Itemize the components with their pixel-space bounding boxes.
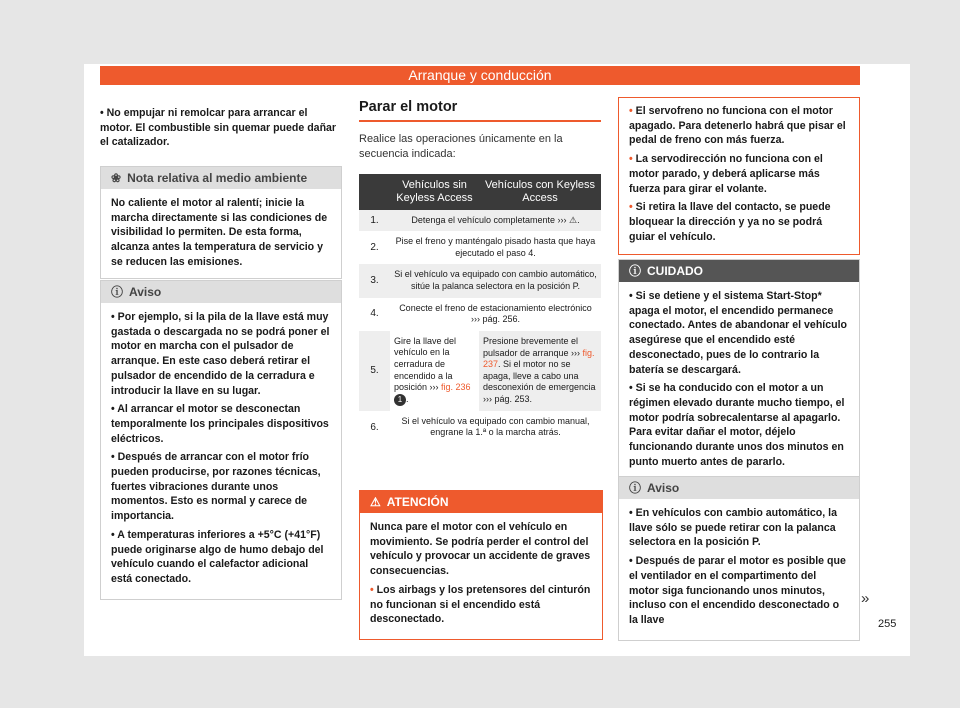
atencion-header: ⚠ ATENCIÓN [360,491,602,513]
cuidado-box [618,259,860,482]
steps-table [359,174,601,444]
aviso-box [100,280,342,600]
aviso-box-right [618,476,860,641]
info-icon: ⓘ [629,481,642,495]
intro-text: Realice las operaciones únicamente en la secuencia indicada: [359,132,563,160]
environment-note-box [100,166,342,279]
warning-icon: ⚠ [370,495,381,509]
list-item: • El servofreno no funciona con el motor apagado. Para detenerlo habrá que pisar el pedal de freno con más fuerza. [629,105,846,147]
leaf-icon: ❀ [111,171,122,185]
list-item: • Si retira la llave del contacto, se puede bloquear la dirección y ya no se podrá guiar el vehículo. [629,201,831,243]
list-item: • Al arrancar el motor se desconectan temporalmente los principales dispositivos eléctricos. [111,403,329,445]
page-number: 255 [878,618,897,630]
table-row: 1. Detenga el vehículo completamente ››› ⚠. [359,210,601,232]
atencion-text: Nunca pare el motor con el vehículo en movimiento. Se podría perder el control del vehículo y provocar un accidente de graves consecuencias. [370,521,591,578]
table-row: 4. Conecte el freno de estacionamiento electrónico ››› pág. 256. [370,302,592,325]
table-row: 5. Gire la llave del vehículo en la cerradura de encendido a la posición ››› fig. 236 1 . Presione brevemente el pulsador de arranque ››› fig. 237. Si el motor no se apaga, lleve a cabo una desconexión de emergencia ››› pág. 253. [359,331,601,411]
table-row: 3. Si el vehículo va equipado con cambio automático, sitúe la palanca selectora en la posición P. [359,264,601,297]
info-icon: ⓘ [111,285,124,299]
left-column [100,106,340,154]
list-item: • Si se ha conducido con el motor a un régimen elevado durante mucho tiempo, el motor podría sobrecalentarse al apagarlo. Para evitar dañar el motor, déjelo funcionando durante unos dos minutos en punto muerto antes de pararlo. [629,382,845,468]
column-header: Vehículos con Keyless Access [479,174,601,210]
atencion-box [359,490,603,640]
cuidado-header: ⓘ CUIDADO [619,260,859,282]
list-item: • Después de parar el motor es posible que el ventilador en el compartimento del motor siga funcionando unos minutos, incluso con el encendido desconectado o la llave [629,555,846,626]
environment-note-header: ❀ Nota relativa al medio ambiente [101,167,341,189]
caution-icon: ⓘ [629,264,642,278]
table-row: 2. Pise el freno y manténgalo pisado hasta que haya ejecutado el paso 4. [370,236,596,258]
aviso-header: ⓘ Aviso [619,477,859,499]
atencion-continued-box [618,97,860,255]
middle-column [359,100,601,444]
list-item: • No empujar ni remolcar para arrancar el motor. El combustible sin quemar puede dañar el catalizador. [100,107,337,149]
list-item: • En vehículos con cambio automático, la llave sólo se puede retirar con la palanca selectora en la posición P. [629,507,837,549]
column-header: Vehículos sin Keyless Access [390,174,479,210]
list-item: • Después de arrancar con el motor frío pueden producirse, por razones técnicas, fuertes vibraciones durante unos momentos. Esto es normal y carece de importancia. [111,451,321,523]
list-item: • Si se detiene y el sistema Start-Stop* apaga el motor, el encendido permanece conectado. Antes de abandonar el vehículo asegúrese que el encendido esté desconectado, pues de lo contrario la batería se descargará. [629,290,848,376]
list-item: • La servodirección no funciona con el motor parado, y deberá aplicarse más fuerza para girar el volante. [629,153,823,195]
list-item: • Los airbags y los pretensores del cinturón no funcionan si el encendido está desconectado. [370,583,591,626]
environment-note-text: No caliente el motor al ralentí; inicie la marcha directamente si las condiciones de visibilidad lo permiten. De esta forma, alcanza antes la temperatura de servicio y se reducen las emisiones. [111,197,328,268]
list-item: • Por ejemplo, si la pila de la llave está muy gastada o descargada no se podrá poner el motor en marcha con el pulsador de arranque. En este caso deberá retirar el pulsador de encendido de la cerradura e introducir la llave en su lugar. [111,311,330,397]
aviso-header: ⓘ Aviso [101,281,341,303]
callout-number: 1 [394,394,406,406]
figure-link[interactable]: fig. 237 [482,347,595,370]
list-item: • A temperaturas inferiores a +5°C (+41°F) puede originarse algo de humo debajo del vehículo cuando el calefactor adicional está conectado. [111,528,324,585]
section-header: Arranque y conducción [100,66,860,85]
figure-link[interactable]: fig. 236 [441,382,471,393]
continue-mark: » [861,590,870,607]
table-row: 6. Si el vehículo va equipado con cambio manual, engrane la 1.ª o la marcha atrás. [370,415,590,438]
section-title: Parar el motor [359,99,458,115]
